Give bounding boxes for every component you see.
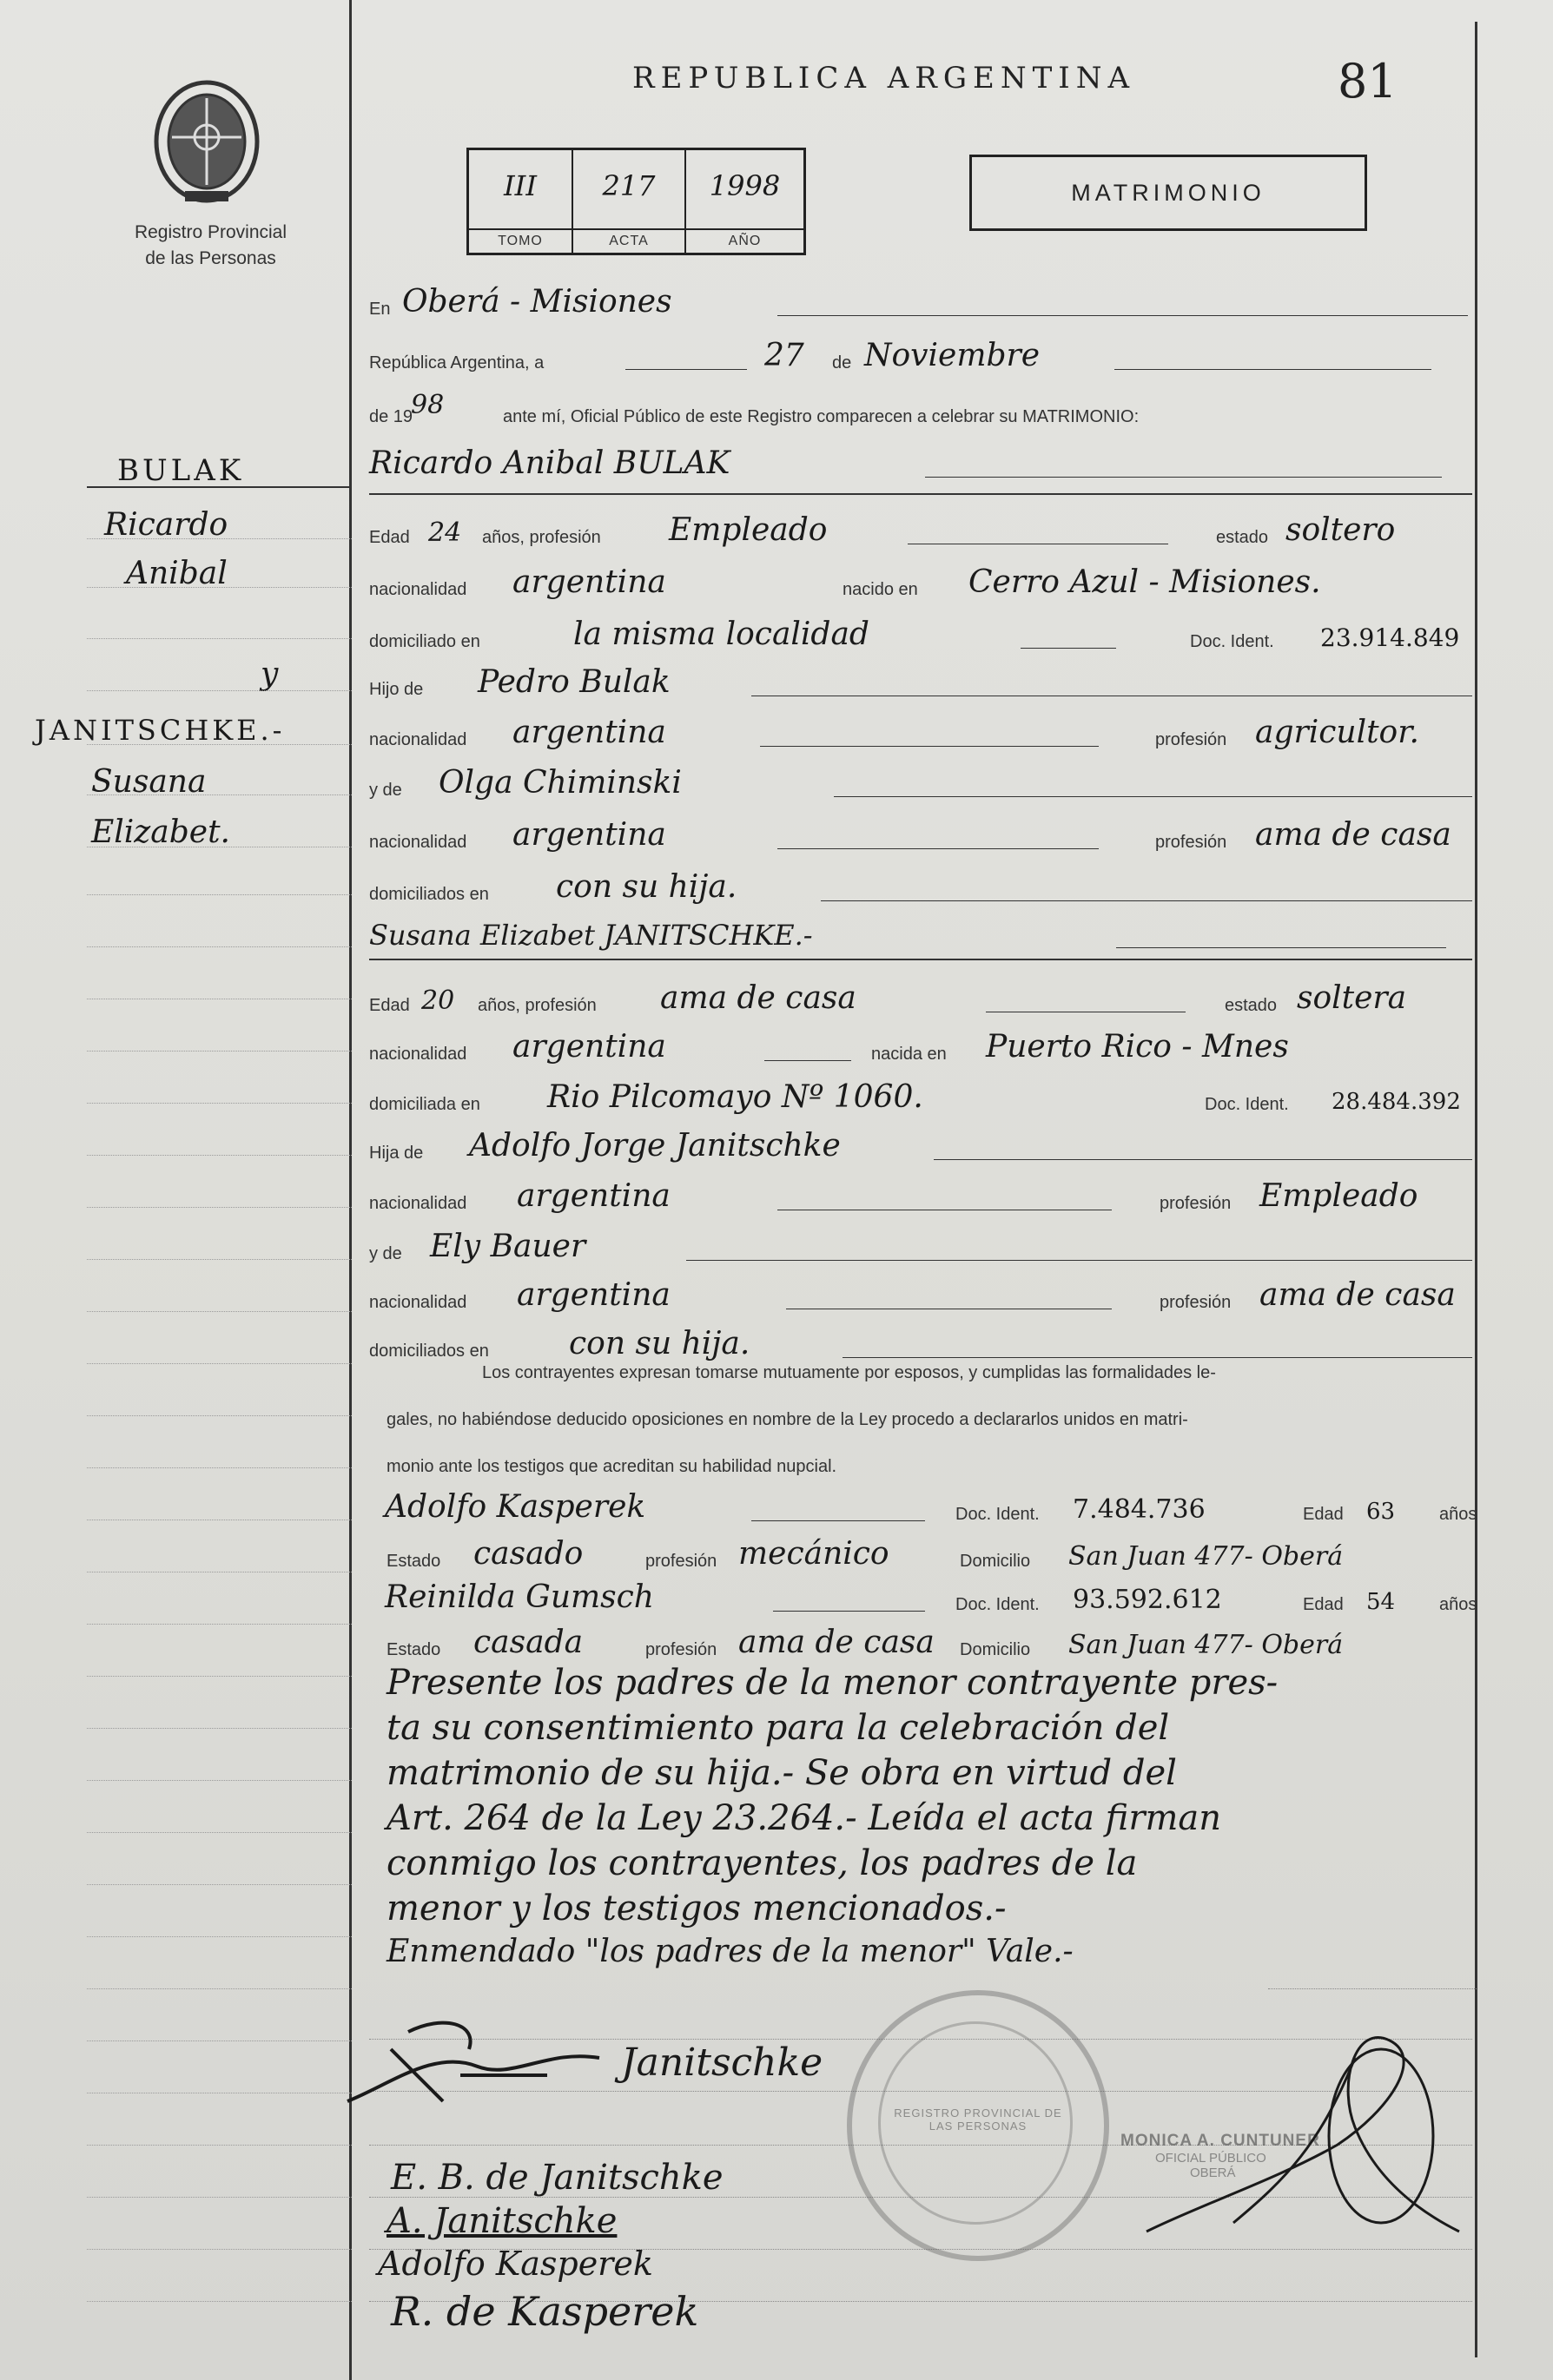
witness1-row1: Adolfo Kasperek Doc. Ident. 7.484.736 Edad 63 años [385, 1489, 1477, 1525]
margin-line2: Ricardo [104, 507, 228, 543]
bride-edad: 20 [421, 986, 455, 1016]
margin-line6: Susana [91, 764, 207, 800]
groom-mother-nac-row: nacionalidad argentina profesión ama de casa [369, 817, 1451, 853]
groom-parents-dom: con su hija. [556, 869, 737, 905]
bride-edad-row: Edad 20 años, profesión ama de casa estado soltera [369, 980, 1407, 1016]
declaration-line2: gales, no habiéndose deducido oposiciones en nombre de la Ley procedo a declararlos unidos en matri- [387, 1410, 1188, 1429]
witness2-edad: 54 [1366, 1589, 1396, 1615]
bride-father-prof: Empleado [1259, 1178, 1418, 1214]
groom-father: Pedro Bulak [478, 664, 671, 700]
note-line: ta su consentimiento para la celebración del [387, 1708, 1170, 1748]
bride-father: Adolfo Jorge Janitschke [469, 1128, 841, 1164]
groom-dom-row: domiciliado en la misma localidad Doc. Ident. 23.914.849 [369, 616, 1460, 652]
signature-5: Adolfo Kasperek [378, 2245, 653, 2283]
intro-place-row [369, 280, 1472, 325]
tomo-value: III [504, 169, 537, 202]
witness1-row2: Estado casado profesión mecánico Domicilio San Juan 477- Oberá [387, 1536, 1344, 1572]
witness1-name: Adolfo Kasperek [385, 1489, 646, 1525]
margin-line5: JANITSCHKE.- [35, 714, 286, 747]
bride-domicilio: Rio Pilcomayo Nº 1060. [547, 1079, 923, 1115]
bride-estado: soltera [1297, 980, 1407, 1016]
witness1-estado: casado [473, 1536, 584, 1572]
bride-nac-row: nacionalidad argentina nacida en Puerto Rico - Mnes [369, 1029, 1289, 1065]
groom-nacionalidad: argentina [512, 564, 666, 600]
anio-label: AÑO [686, 228, 803, 249]
groom-edad: 24 [428, 518, 462, 548]
bride-mother-prof: ama de casa [1259, 1277, 1456, 1313]
signature-4: A. Janitschke [387, 2201, 618, 2241]
bride-mother: Ely Bauer [430, 1229, 586, 1264]
bride-name: Susana Elizabet JANITSCHKE.- [369, 919, 813, 952]
witness2-estado: casada [473, 1625, 584, 1660]
stamp-ring-text: REGISTRO PROVINCIAL DE LAS PERSONAS [894, 2106, 1062, 2133]
witness2-profesion: ama de casa [738, 1625, 935, 1660]
note-line: conmigo los contrayentes, los padres de la [387, 1843, 1138, 1883]
official-city: OBERÁ [1190, 2166, 1236, 2180]
witness1-profesion: mecánico [738, 1536, 889, 1572]
registry-name-line1: Registro Provincial [134, 222, 287, 242]
record-type-box [969, 155, 1367, 231]
provincial-emblem-icon [146, 76, 268, 207]
month: Noviembre [864, 338, 1041, 373]
signature-6: R. de Kasperek [391, 2288, 699, 2335]
bride-parents-dom: con su hija. [569, 1326, 750, 1361]
groom-doc: 23.914.849 [1320, 623, 1460, 652]
groom-mother-nac: argentina [512, 817, 666, 853]
bride-parents-dom-row: domiciliados en con su hija. [369, 1322, 1472, 1367]
signature-3: E. B. de Janitschke [391, 2158, 724, 2198]
groom-name: Ricardo Anibal BULAK [369, 445, 730, 481]
groom-domicilio: la misma localidad [573, 616, 869, 652]
groom-father-nac: argentina [512, 715, 666, 750]
official-title: OFICIAL PÚBLICO [1155, 2151, 1266, 2166]
bride-nacida: Puerto Rico - Mnes [986, 1029, 1289, 1065]
margin-line3: Anibal [126, 556, 228, 591]
witness1-doc: 7.484.736 [1073, 1494, 1206, 1525]
groom-mother-prof: ama de casa [1255, 817, 1451, 853]
bride-profesion: ama de casa [660, 980, 856, 1016]
witness1-edad: 63 [1366, 1499, 1396, 1525]
notes-block [387, 1663, 1481, 1979]
page-number: 81 [1338, 54, 1398, 109]
tomo-label: TOMO [469, 228, 572, 249]
groom-edad-row: Edad 24 años, profesión Empleado estado soltero [369, 512, 1396, 548]
official-name: MONICA A. CUNTUNER [1120, 2132, 1320, 2150]
note-line: Presente los padres de la menor contrayente pres- [387, 1663, 1279, 1703]
groom-parents-dom-row: domiciliados en con su hija. [369, 865, 1472, 910]
bride-father-nac-row: nacionalidad argentina profesión Empleado [369, 1178, 1418, 1214]
groom-mother-row: y de Olga Chiminski [369, 761, 1472, 806]
note-line: Art. 264 de la Ley 23.264.- Leída el acta firman [387, 1798, 1221, 1838]
bride-name-row [369, 912, 1472, 957]
groom-father-row: Hijo de Pedro Bulak [369, 660, 1472, 705]
groom-profesion: Empleado [669, 512, 828, 548]
bride-mother-nac-row: nacionalidad argentina profesión ama de casa [369, 1277, 1456, 1313]
republica-label: República Argentina, a [369, 353, 545, 372]
declaration-line1: Los contrayentes expresan tomarse mutuamente por esposos, y cumplidas las formalidades le- [482, 1363, 1216, 1382]
registry-name-line2: de las Personas [145, 248, 276, 268]
witness2-domicilio: San Juan 477- Oberá [1068, 1630, 1344, 1660]
intro-year-row [369, 387, 1472, 432]
groom-nacido: Cerro Azul - Misiones. [968, 564, 1321, 600]
day: 27 [764, 338, 804, 373]
acta-value: 217 [602, 169, 656, 202]
bride-father-row: Hija de Adolfo Jorge Janitschke [369, 1124, 1472, 1169]
witness2-doc: 93.592.612 [1073, 1585, 1222, 1615]
ante-text: ante mí, Oficial Público de este Registro comparecen a celebrar su MATRIMONIO: [503, 407, 1140, 426]
witness2-row2: Estado casada profesión ama de casa Domicilio San Juan 477- Oberá [387, 1625, 1344, 1660]
witness2-name: Reinilda Gumsch [385, 1579, 654, 1615]
bride-mother-nac: argentina [517, 1277, 671, 1313]
groom-estado: soltero [1285, 512, 1396, 548]
record-number-table [466, 148, 806, 255]
bride-father-nac: argentina [517, 1178, 671, 1214]
groom-father-nac-row: nacionalidad argentina profesión agricultor. [369, 715, 1419, 750]
year-suffix: 98 [411, 390, 445, 420]
groom-nac-row: nacionalidad argentina nacido en Cerro Azul - Misiones. [369, 564, 1321, 600]
groom-mother: Olga Chiminski [439, 765, 682, 801]
anio-value: 1998 [709, 169, 781, 202]
bride-mother-row: y de Ely Bauer [369, 1224, 1472, 1269]
declaration-line3: monio ante los testigos que acreditan su habilidad nupcial. [387, 1457, 837, 1476]
de-label: de [832, 353, 852, 372]
country-title: REPUBLICA ARGENTINA [632, 61, 1136, 96]
signature-scribble-1 [339, 1997, 617, 2119]
acta-label: ACTA [573, 228, 684, 249]
margin-line4: y [261, 656, 279, 692]
note-line: Enmendado "los padres de la menor" Vale.- [387, 1934, 1074, 1969]
margin-surname: BULAK [117, 453, 245, 488]
bride-nacionalidad: argentina [512, 1029, 666, 1065]
en-label: En [369, 300, 391, 319]
intro-date-row [369, 333, 1472, 379]
groom-name-row [369, 441, 1472, 486]
year-prefix: de 19 [369, 407, 413, 426]
note-line: matrimonio de su hija.- Se obra en virtud del [387, 1753, 1177, 1793]
place: Oberá - Misiones [402, 284, 672, 320]
groom-father-prof: agricultor. [1255, 715, 1419, 750]
witness2-row1: Reinilda Gumsch Doc. Ident. 93.592.612 Edad 54 años [385, 1579, 1477, 1615]
margin-line7: Elizabet. [91, 814, 230, 850]
witness1-domicilio: San Juan 477- Oberá [1068, 1541, 1344, 1572]
bride-doc: 28.484.392 [1332, 1089, 1461, 1115]
official-signature [1129, 2006, 1477, 2266]
official-stamp [847, 1990, 1109, 2261]
signature-2: Janitschke [621, 2040, 823, 2085]
record-type: MATRIMONIO [1071, 180, 1266, 206]
note-line: menor y los testigos mencionados.- [387, 1889, 1007, 1928]
bride-dom-row: domiciliada en Rio Pilcomayo Nº 1060. Doc. Ident. 28.484.392 [369, 1079, 1461, 1115]
